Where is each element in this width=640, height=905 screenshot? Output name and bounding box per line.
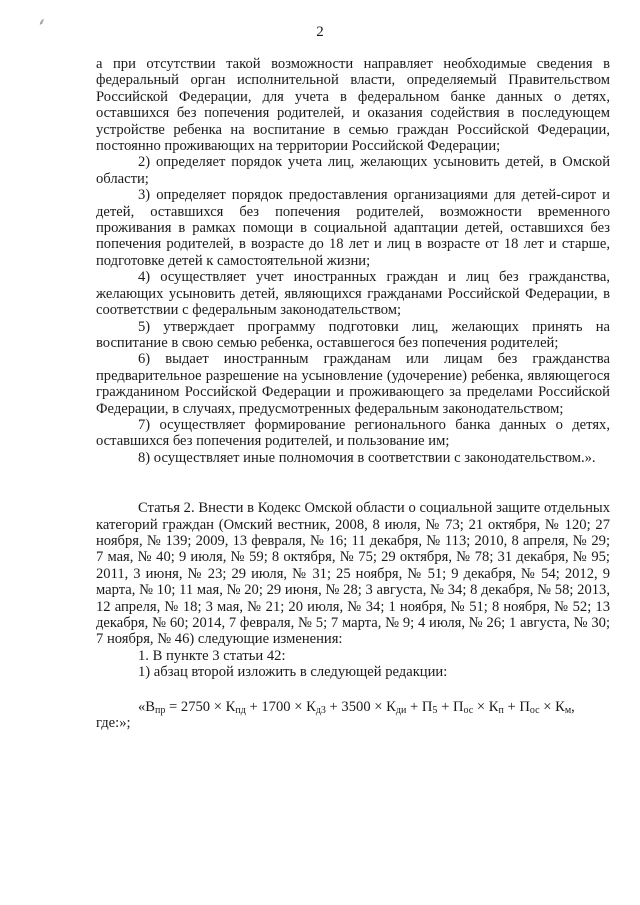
article-2: Статья 2. Внести в Кодекс Омской области о социальной защите отдельных категорий граждан (Омский вестник, 2008, 8 июля, № 73; 21 октября, № 120; 27 ноября, № 139; 2009, 13 февраля, № 16; 11 декабря, № 113; 2010, 8 апреля, № 29; 7 мая, № 40; 9 июля, № 59; 8 октября, № 75; 29 октября, № 78; 31 декабря, № 95; 2011, 3 июня, № 23; 29 июля, № 31; 25 ноября, № 51; 9 декабря, № 54; 2012, 9 марта, № 10; 11 мая, № 20; 29 июня, № 28; 3 августа, № 34; 8 декабря, № 58; 2013, 12 апреля, № 18; 3 мая, № 21; 20 июля, № 34; 1 ноября, № 51; 8 ноября, № 52; 13 декабря, № 60; 2014, 7 февраля, № 5; 7 марта, № 9; 4 июля, № 26; 1 августа, № 30; 7 ноября, № 46) следующие изменения: <box>96 500 610 648</box>
subpoint-1: 1) абзац второй изложить в следующей редакции: <box>138 664 448 681</box>
list-item-2: 2) определяет порядок учета лиц, желающих усыновить детей, в Омской области; <box>96 154 610 187</box>
corner-mark: ⸙ <box>38 17 46 28</box>
formula: «$В_{пр} = 2750 \times К_{пд} + 1700 \times К_{д3} + 3500 \times К_{ди} + П_5 + П_{ос} \times К_п + П_{ос} \times К_м$, <box>138 698 575 716</box>
formula-tail: где:»; <box>96 715 131 732</box>
list-item-7: 7) осуществляет формирование регионального банка данных о детях, оставшихся без попечения родителей, и пользование им; <box>96 416 610 450</box>
document-body <box>96 56 610 731</box>
list-item-4: 4) осуществляет учет иностранных граждан и лиц без гражданства, желающих усыновить детей, являющихся гражданами Российской Федерации, в соответствии с федеральным законодательством; <box>96 269 610 319</box>
list-item-3: 3) определяет порядок предоставления организациями для детей-сирот и детей, оставшихся без попечения родителей, возможности временного проживания в рамках помощи в социальной адаптации детей, оставшихся без попечения родителей, в возрасте до 18 лет и лиц в возрасте от 18 лет и старше, подготовке детей к самостоятельной жизни; <box>96 187 610 269</box>
point-1: 1. В пункте 3 статьи 42: <box>138 647 286 664</box>
list-item-8: 8) осуществляет иные полномочия в соответствии с законодательством.». <box>138 449 596 466</box>
list-item-5: 5) утверждает программу подготовки лиц, желающих принять на воспитание в свою семью ребенка, оставшегося без попечения родителей; <box>96 318 610 351</box>
list-item-6: 6) выдает иностранным гражданам или лицам без гражданства предварительное разрешение на усыновление (удочерение) ребенка, являющегося гражданином Российской Федерации и проживающего за пределами Российской Федерации, в случаях, предусмотренных федеральным законодательством; <box>96 351 610 417</box>
paragraph-continuation: а при отсутствии такой возможности направляет необходимые сведения в федеральный орган исполнительной власти, определяемый Правительством Российской Федерации, для учета в федеральном банке данных о детях, оставшихся без попечения родителей, и оказания содействия в последующем устройстве ребенка на воспитание в семью граждан Российской Федерации, постоянно проживающих на территории Российской Федерации; <box>96 56 610 155</box>
page-number: 2 <box>316 24 324 40</box>
